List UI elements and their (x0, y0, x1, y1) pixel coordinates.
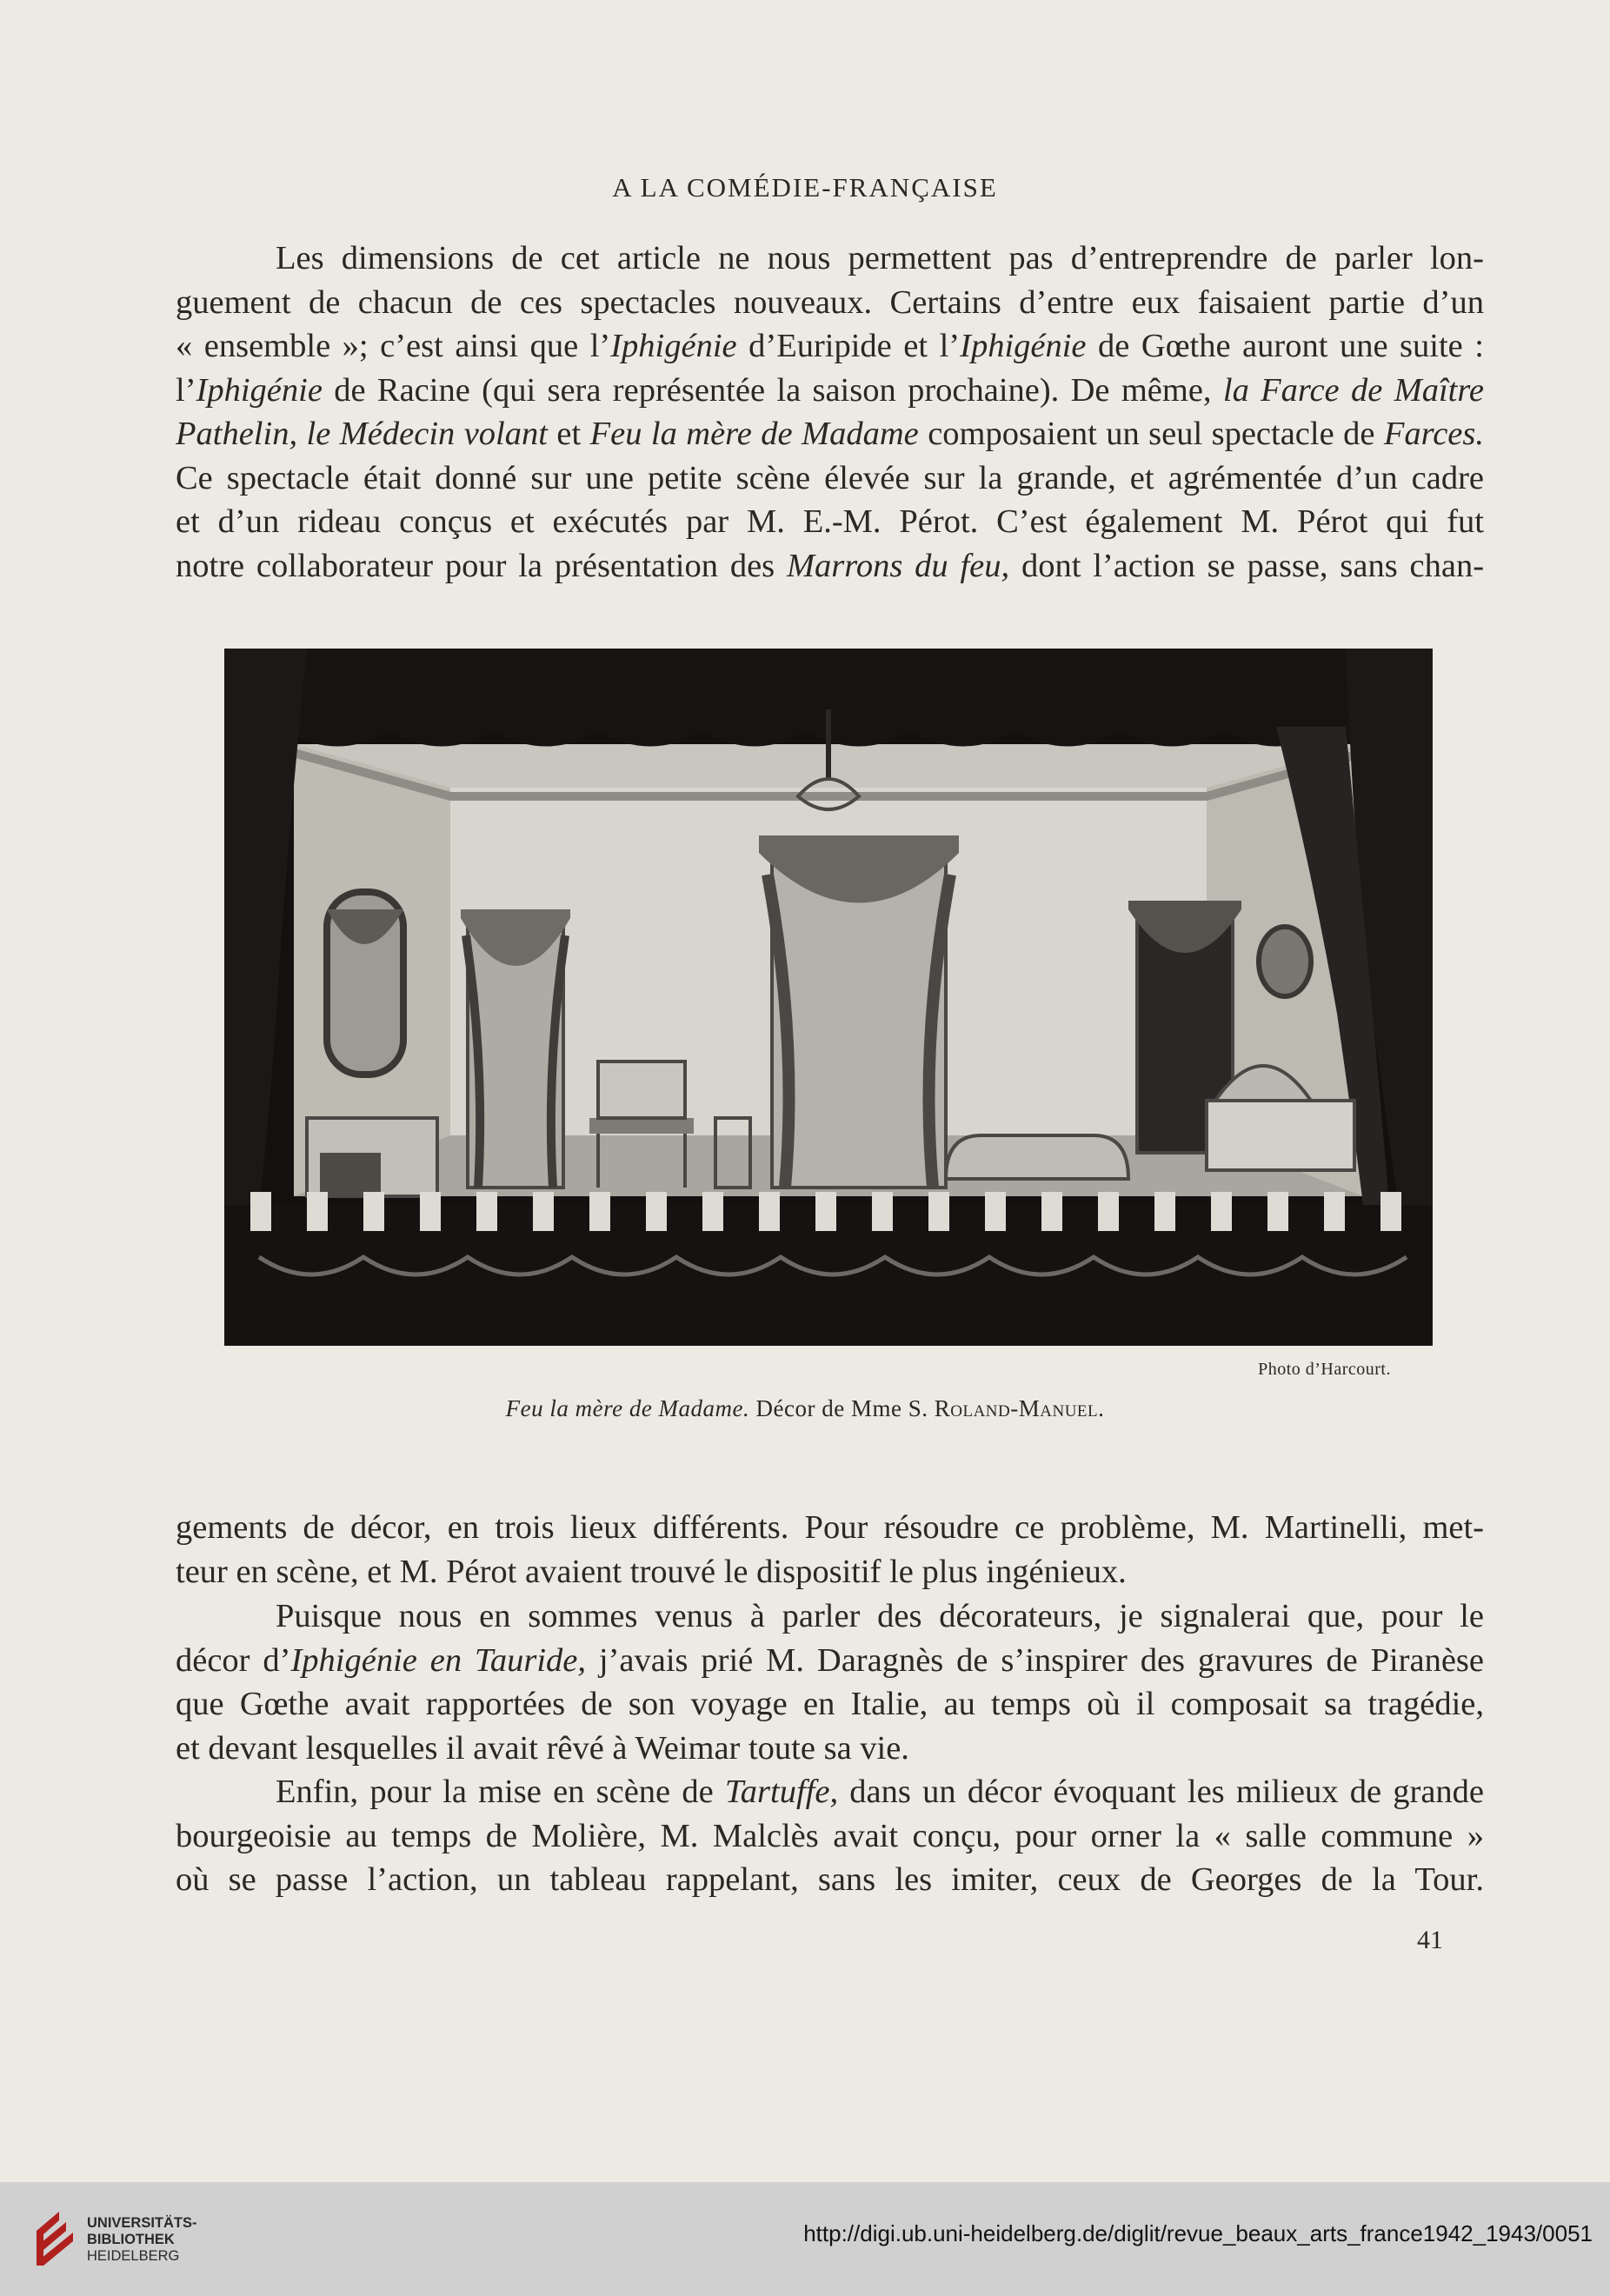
running-head: A LA COMÉDIE-FRANÇAISE (612, 172, 998, 203)
text-line: et d’un rideau conçus et exécutés par M. E.-M. Pérot. C’est également M. Pérot qui fut (176, 503, 1484, 540)
text-line: notre collaborateur pour la présentation des Marrons du feu, dont l’action se passe, sans chan- (176, 547, 1484, 584)
library-logo-text: UNIVERSITÄTS- BIBLIOTHEK HEIDELBERG (87, 2215, 197, 2264)
paragraph-2 (176, 1506, 1484, 1594)
text-line: que Gœthe avait rapportées de son voyage en Italie, au temps où il composait sa tragédie, (176, 1686, 1484, 1722)
text-line: guement de chacun de ces spectacles nouveaux. Certains d’entre eux faisaient partie d’un (176, 283, 1484, 321)
paragraph-1 (176, 236, 1484, 588)
text-line: Les dimensions de cet article ne nous permettent pas d’entreprendre de parler lon- (276, 240, 1484, 276)
text-line: où se passe l’action, un tableau rappelant, sans les imiter, ceux de Georges de la Tour. (176, 1861, 1484, 1898)
text-line: Pathelin, le Médecin volant et Feu la mère de Madame composaient un seul spectacle de Farces. (176, 416, 1484, 452)
text-line: Puisque nous en sommes venus à parler des décorateurs, je signalerai que, pour le (276, 1598, 1484, 1634)
text-line: « ensemble »; c’est ainsi que l’Iphigénie d’Euripide et l’Iphigénie de Gœthe auront une suite : (176, 328, 1484, 364)
photo-caption: Feu la mère de Madame. Décor de Mme S. Roland-Manuel. (505, 1395, 1105, 1421)
page-number: 41 (1417, 1926, 1443, 1954)
paragraph-3 (176, 1594, 1484, 1770)
library-footer (0, 2182, 1610, 2296)
text-line: Enfin, pour la mise en scène de Tartuffe, dans un décor évoquant les milieux de grande (276, 1774, 1484, 1810)
document-url-link[interactable]: http://digi.ub.uni-heidelberg.de/diglit/revue_beaux_arts_france1942_1943/0051 (803, 2220, 1593, 2246)
text-line: décor d’Iphigénie en Tauride, j’avais prié M. Daragnès de s’inspirer des gravures de Piranèse (176, 1641, 1484, 1679)
library-logo-icon (33, 2208, 78, 2271)
text-line: Ce spectacle était donné sur une petite scène élevée sur la grande, et agrémentée d’un cadre (176, 459, 1484, 496)
text-line: et devant lesquelles il avait rêvé à Weimar toute sa vie. (176, 1729, 909, 1767)
stage-set-photograph (224, 649, 1433, 1346)
text-line: gements de décor, en trois lieux différents. Pour résoudre ce problème, M. Martinelli, met- (176, 1509, 1484, 1546)
paragraph-4 (176, 1770, 1484, 1902)
text-line: bourgeoisie au temps de Molière, M. Malclès avait conçu, pour orner la « salle commune » (176, 1817, 1484, 1854)
text-line: teur en scène, et M. Pérot avaient trouvé le dispositif le plus ingénieux. (176, 1553, 1127, 1590)
photo-credit: Photo d’Harcourt. (1258, 1360, 1391, 1379)
text-line: l’Iphigénie de Racine (qui sera représentée la saison prochaine). De même, la Farce de Maître (176, 371, 1484, 409)
